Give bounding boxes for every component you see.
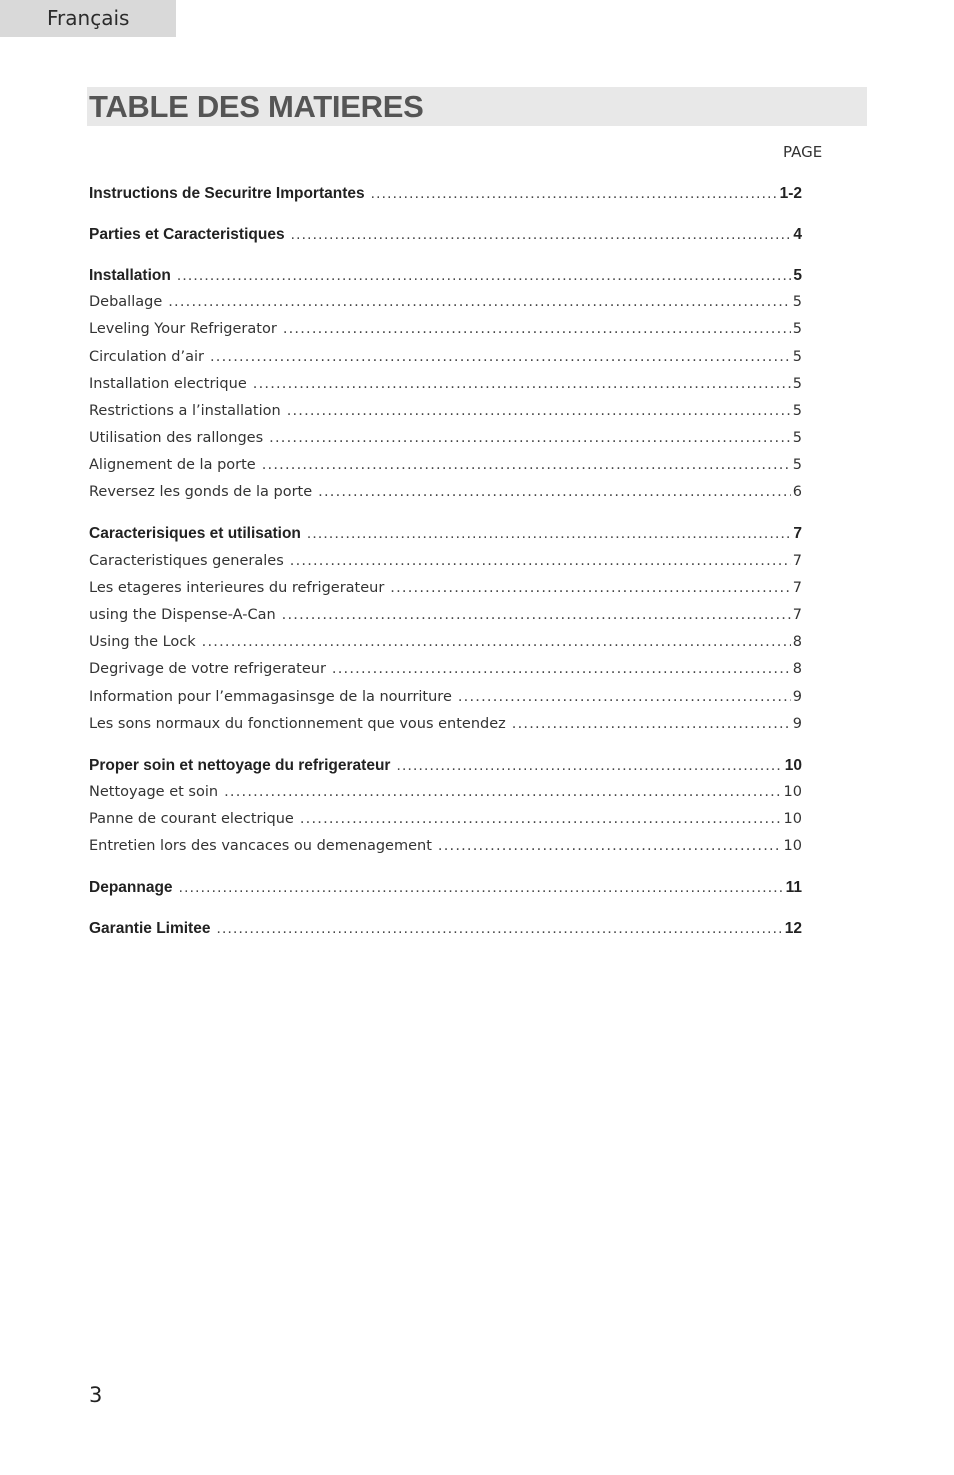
dot-leader bbox=[253, 371, 791, 398]
toc-item-row[interactable] bbox=[89, 479, 802, 506]
toc-entry-label: Using the Lock bbox=[89, 634, 196, 651]
toc-section-row[interactable] bbox=[89, 752, 802, 779]
toc-entry-label: Entretien lors des vancaces ou demenagement bbox=[89, 838, 432, 855]
toc-entry-label: Les etageres interieures du refrigerateur bbox=[89, 579, 385, 596]
table-of-contents bbox=[89, 180, 802, 942]
toc-entry-page: 9 bbox=[792, 715, 802, 732]
toc-entry-page: 5 bbox=[792, 402, 802, 419]
toc-item-row[interactable] bbox=[89, 289, 802, 316]
toc-entry-page: 5 bbox=[793, 266, 802, 284]
toc-entry-label: Reversez les gonds de la porte bbox=[89, 484, 313, 501]
dot-leader bbox=[291, 221, 792, 248]
dot-leader bbox=[458, 684, 791, 711]
dot-leader bbox=[512, 711, 791, 738]
dot-leader bbox=[396, 752, 782, 779]
dot-leader bbox=[283, 316, 791, 343]
dot-leader bbox=[287, 398, 791, 425]
toc-entry-page: 5 bbox=[792, 457, 802, 474]
toc-entry-label: Instructions de Securitre Importantes bbox=[89, 185, 365, 202]
toc-entry-label: using the Dispense-A-Can bbox=[89, 607, 276, 624]
toc-entry-page: 4 bbox=[793, 225, 802, 243]
toc-entry-page: 5 bbox=[792, 430, 802, 447]
toc-entry-page: 8 bbox=[792, 634, 802, 651]
toc-entry-label: Garantie Limitee bbox=[89, 920, 211, 938]
toc-entry-label: Alignement de la porte bbox=[89, 457, 256, 474]
toc-entry-label: Installation electrique bbox=[89, 375, 247, 392]
dot-leader bbox=[224, 779, 781, 806]
toc-item-row[interactable] bbox=[89, 316, 802, 343]
toc-entry-page: 9 bbox=[792, 688, 802, 705]
dot-leader bbox=[307, 520, 791, 547]
toc-entry-label: Circulation d’air bbox=[89, 348, 204, 365]
toc-entry-page: 7 bbox=[792, 607, 802, 624]
toc-entry-page: 7 bbox=[792, 552, 802, 569]
toc-item-row[interactable] bbox=[89, 371, 802, 398]
toc-entry-label: Parties et Caracteristiques bbox=[89, 225, 285, 243]
toc-entry-page: 5 bbox=[792, 294, 802, 311]
toc-entry-page: 12 bbox=[784, 920, 802, 938]
dot-leader bbox=[290, 548, 791, 575]
toc-item-row[interactable] bbox=[89, 711, 802, 738]
toc-section-row[interactable] bbox=[89, 262, 802, 289]
toc-entry-label: Les sons normaux du fonctionnement que vous entendez bbox=[89, 715, 506, 732]
toc-entry-label: Restrictions a l’installation bbox=[89, 402, 281, 419]
toc-item-row[interactable] bbox=[89, 602, 802, 629]
toc-item-row[interactable] bbox=[89, 806, 802, 833]
toc-entry-label: Depannage bbox=[89, 879, 173, 897]
toc-entry-label: Utilisation des rallonges bbox=[89, 430, 264, 447]
toc-section-row[interactable] bbox=[89, 874, 802, 901]
language-tab: Français bbox=[0, 0, 176, 37]
toc-item-row[interactable] bbox=[89, 629, 802, 656]
toc-entry-page: 1-2 bbox=[779, 185, 802, 202]
toc-section-row[interactable] bbox=[89, 520, 802, 547]
dot-leader bbox=[168, 289, 791, 316]
toc-section-row[interactable] bbox=[89, 221, 802, 248]
toc-entry-page: 10 bbox=[784, 756, 802, 774]
toc-entry-page: 8 bbox=[792, 661, 802, 678]
toc-entry-page: 11 bbox=[785, 879, 802, 897]
dot-leader bbox=[210, 344, 791, 371]
page-title: TABLE DES MATIERES bbox=[89, 89, 424, 124]
dot-leader bbox=[262, 452, 791, 479]
toc-entry-page: 10 bbox=[783, 811, 802, 828]
dot-leader bbox=[371, 180, 778, 207]
toc-entry-label: Proper soin et nettoyage du refrigerateur bbox=[89, 756, 391, 774]
toc-entry-label: Installation bbox=[89, 266, 171, 284]
toc-section-row[interactable] bbox=[89, 915, 802, 942]
toc-entry-label: Nettoyage et soin bbox=[89, 783, 219, 800]
toc-entry-page: 7 bbox=[792, 579, 802, 596]
toc-entry-label: Caracterisiques et utilisation bbox=[89, 525, 301, 543]
toc-entry-page: 7 bbox=[793, 525, 802, 543]
dot-leader bbox=[438, 833, 782, 860]
dot-leader bbox=[332, 656, 791, 683]
dot-leader bbox=[390, 575, 790, 602]
dot-leader bbox=[300, 806, 782, 833]
dot-leader bbox=[202, 629, 791, 656]
toc-section-row[interactable] bbox=[89, 180, 802, 207]
toc-entry-page: 5 bbox=[792, 348, 802, 365]
toc-item-row[interactable] bbox=[89, 344, 802, 371]
toc-entry-label: Panne de courant electrique bbox=[89, 811, 294, 828]
dot-leader bbox=[318, 479, 791, 506]
toc-item-row[interactable] bbox=[89, 548, 802, 575]
toc-entry-label: Leveling Your Refrigerator bbox=[89, 321, 277, 338]
toc-item-row[interactable] bbox=[89, 779, 802, 806]
toc-entry-label: Degrivage de votre refrigerateur bbox=[89, 661, 326, 678]
dot-leader bbox=[177, 262, 792, 289]
dot-leader bbox=[216, 915, 782, 942]
toc-item-row[interactable] bbox=[89, 656, 802, 683]
dot-leader bbox=[269, 425, 791, 452]
page-number: 3 bbox=[89, 1383, 103, 1407]
toc-item-row[interactable] bbox=[89, 452, 802, 479]
toc-item-row[interactable] bbox=[89, 833, 802, 860]
toc-item-row[interactable] bbox=[89, 425, 802, 452]
toc-entry-page: 10 bbox=[783, 783, 802, 800]
toc-entry-page: 5 bbox=[792, 321, 802, 338]
dot-leader bbox=[179, 874, 784, 901]
toc-entry-page: 5 bbox=[792, 375, 802, 392]
title-bar bbox=[87, 87, 867, 126]
toc-entry-page: 6 bbox=[792, 484, 802, 501]
toc-item-row[interactable] bbox=[89, 398, 802, 425]
toc-entry-label: Caracteristiques generales bbox=[89, 552, 284, 569]
toc-item-row[interactable] bbox=[89, 684, 802, 711]
toc-entry-page: 10 bbox=[783, 838, 802, 855]
page-column-label: PAGE bbox=[783, 143, 823, 161]
toc-entry-label: Information pour l’emmagasinsge de la nourriture bbox=[89, 688, 452, 705]
toc-item-row[interactable] bbox=[89, 575, 802, 602]
toc-entry-label: Deballage bbox=[89, 294, 163, 311]
dot-leader bbox=[282, 602, 791, 629]
